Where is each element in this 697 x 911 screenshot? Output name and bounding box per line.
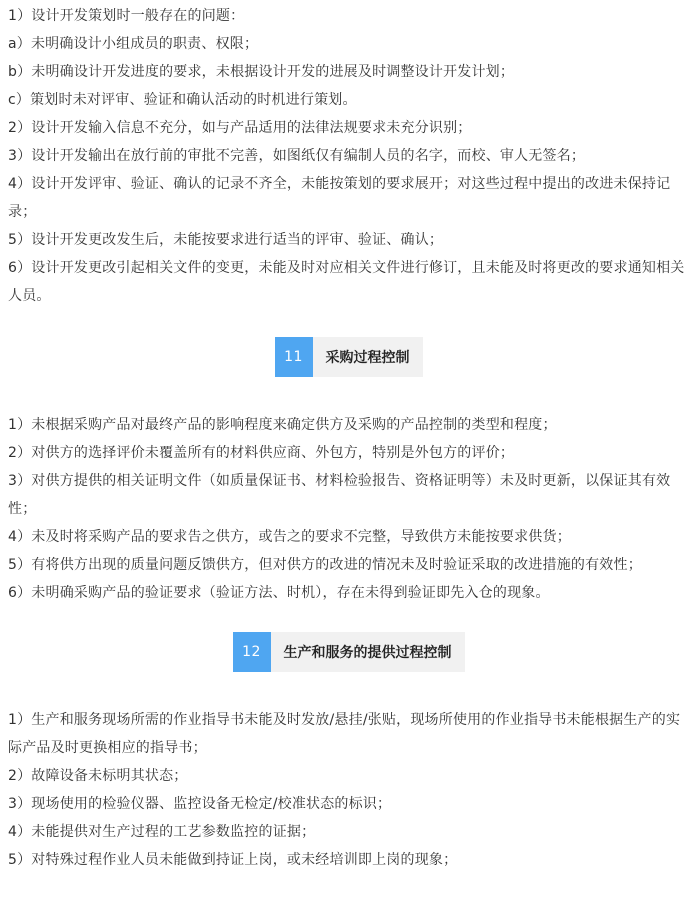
section-heading-wrapper (8, 632, 689, 672)
list-item: 2）对供方的选择评价未覆盖所有的材料供应商、外包方，特别是外包方的评价； (8, 445, 515, 461)
section-heading-wrapper (8, 337, 689, 377)
list-item: b）未明确设计开发进度的要求，未根据设计开发的进展及时调整设计开发计划； (8, 64, 515, 80)
list-item: 2）设计开发输入信息不充分，如与产品适用的法律法规要求未充分识别； (8, 120, 472, 136)
list-item: 5）对特殊过程作业人员未能做到持证上岗，或未经培训即上岗的现象； (8, 852, 458, 868)
list-item: 4）未能提供对生产过程的工艺参数监控的证据； (8, 824, 316, 840)
list-item: 1）未根据采购产品对最终产品的影响程度来确定供方及采购的产品控制的类型和程度； (8, 417, 557, 433)
list-item: 6）未明确采购产品的验证要求（验证方法、时机），存在未得到验证即先入仓的现象。 (8, 585, 550, 601)
section-number-badge: 12 (233, 632, 271, 672)
list-item: 3）设计开发输出在放行前的审批不完善，如图纸仅有编制人员的名字，而校、审人无签名； (8, 148, 586, 164)
list-item: 4）未及时将采购产品的要求告之供方，或告之的要求不完整，导致供方未能按要求供货； (8, 529, 571, 545)
list-item: 5）有将供方出现的质量问题反馈供方，但对供方的改进的情况未及时验证采取的改进措施的有效性； (8, 557, 642, 573)
section-title: 采购过程控制 (325, 350, 410, 366)
section-heading-12 (233, 632, 465, 672)
production-service-issues (8, 706, 689, 874)
section-title: 生产和服务的提供过程控制 (283, 645, 452, 661)
design-development-issues (8, 0, 689, 310)
list-item: 5）设计开发更改发生后，未能按要求进行适当的评审、验证、确认； (8, 232, 444, 248)
list-item: 2）故障设备未标明其状态； (8, 768, 188, 784)
list-item: a）未明确设计小组成员的职责、权限； (8, 36, 259, 52)
list-item: 6）设计开发更改引起相关文件的变更，未能及时对应相关文件进行修订，且未能及时将更改的要求通知相关人员。 (8, 260, 685, 304)
list-item: 3）对供方提供的相关证明文件（如质量保证书、材料检验报告、资格证明等）未及时更新，以保证其有效性； (8, 473, 671, 517)
section-heading-11 (275, 337, 423, 377)
list-item: 3）现场使用的检验仪器、监控设备无检定/校准状态的标识； (8, 796, 392, 812)
list-item: c）策划时未对评审、验证和确认活动的时机进行策划。 (8, 92, 357, 108)
section-number-badge: 11 (275, 337, 313, 377)
list-item: 1）生产和服务现场所需的作业指导书未能及时发放/悬挂/张贴，现场所使用的作业指导书未能根据生产的实际产品及时更换相应的指导书； (8, 712, 681, 756)
list-item: 1）设计开发策划时一般存在的问题： (8, 8, 245, 24)
list-item: 4）设计开发评审、验证、确认的记录不齐全，未能按策划的要求展开；对这些过程中提出的改进未保持记录； (8, 176, 671, 220)
purchasing-control-issues (8, 411, 689, 607)
